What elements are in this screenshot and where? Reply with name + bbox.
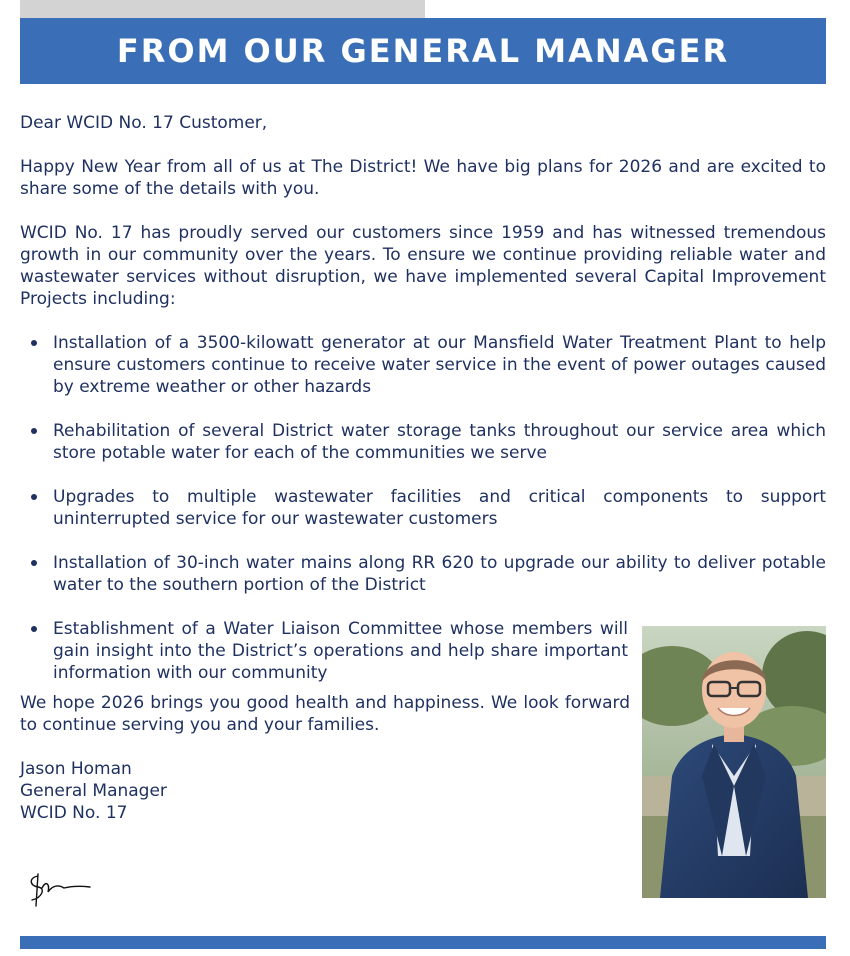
intro-paragraph: Happy New Year from all of us at The District! We have big plans for 2026 and are excited to share some of the details with you.: [20, 157, 826, 199]
signer-title: General Manager: [20, 781, 167, 801]
list-item: Rehabilitation of several District water storage tanks throughout our service area which store potable water for each of the communities we serve: [20, 420, 826, 464]
page-title: FROM OUR GENERAL MANAGER: [116, 32, 730, 70]
list-item: Upgrades to multiple wastewater facilities and critical components to support uninterrupted service for our wastewater customers: [20, 486, 826, 530]
list-item: Establishment of a Water Liaison Committee whose members will gain insight into the District’s operations and help share important information with our community: [20, 618, 628, 684]
header-banner: [20, 18, 826, 84]
list-item: Installation of 30-inch water mains along RR 620 to upgrade our ability to deliver potable water to the southern portion of the District: [20, 552, 826, 596]
list-item: Installation of a 3500-kilowatt generator at our Mansfield Water Treatment Plant to help ensure customers continue to receive water service in the event of power outages caused by extreme weather or other hazards: [20, 332, 826, 398]
signer-name: Jason Homan: [20, 759, 132, 779]
greeting: Dear WCID No. 17 Customer,: [20, 113, 268, 133]
closing-paragraph: We hope 2026 brings you good health and happiness. We look forward to continue serving you and your families.: [20, 693, 630, 735]
portrait-photo: [642, 626, 826, 898]
top-gray-bar: [20, 0, 425, 18]
signer-org: WCID No. 17: [20, 803, 128, 823]
history-paragraph: WCID No. 17 has proudly served our customers since 1959 and has witnessed tremendous growth in our community over the years. To ensure we continue providing reliable water and wastewater services without disruption, we have implemented several Capital Improvement Projects including:: [20, 223, 826, 309]
footer-bar: [20, 936, 826, 949]
signature-icon: [24, 870, 94, 910]
